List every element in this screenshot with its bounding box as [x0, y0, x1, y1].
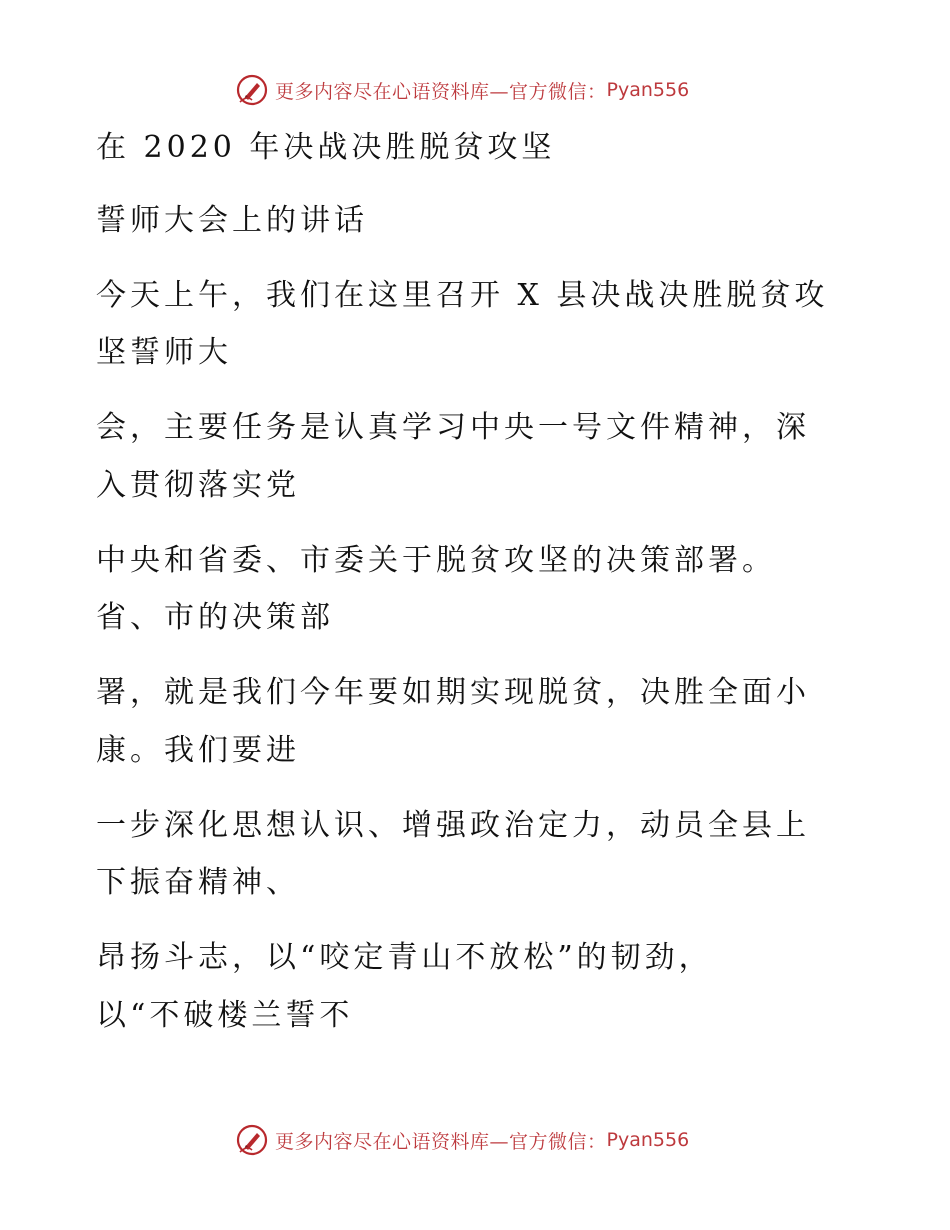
paragraph-line: 入贯彻落实党 [96, 468, 300, 503]
paragraph-line: 康。我们要进 [96, 733, 300, 768]
paragraph-line: 会，主要任务是认真学习中央一号文件精神，深 [96, 410, 810, 445]
pen-logo-icon [235, 73, 269, 107]
paragraph-line: 省、市的决策部 [96, 600, 334, 635]
header-watermark [235, 70, 689, 110]
paragraph-line: 署，就是我们今年要如期实现脱贫，决胜全面小 [96, 675, 810, 710]
pen-logo-icon [235, 1123, 269, 1157]
paragraph-line: 坚誓师大 [96, 335, 232, 370]
paragraph-line: 昂扬斗志，以“咬定青山不放松”的韧劲， [96, 940, 713, 975]
paragraph-line: 中央和省委、市委关于脱贫攻坚的决策部署。 [96, 543, 776, 578]
doc-title-line-1: 在 2020 年决战决胜脱贫攻坚 [96, 130, 556, 165]
paragraph-line: 以“不破楼兰誓不 [96, 998, 354, 1033]
footer-watermark [235, 1120, 689, 1160]
watermark-text: 更多内容尽在心语资料库—官方微信： [275, 80, 607, 103]
paragraph-line: 一步深化思想认识、增强政治定力，动员全县上 [96, 808, 810, 843]
paragraph-line: 今天上午，我们在这里召开 X 县决战决胜脱贫攻 [96, 278, 829, 313]
watermark-contact: Pyan556 [606, 1129, 690, 1151]
watermark-text: 更多内容尽在心语资料库—官方微信： [275, 1130, 607, 1153]
doc-title-line-2: 誓师大会上的讲话 [96, 203, 368, 238]
paragraph-line: 下振奋精神、 [96, 865, 300, 900]
watermark-contact: Pyan556 [606, 79, 690, 101]
